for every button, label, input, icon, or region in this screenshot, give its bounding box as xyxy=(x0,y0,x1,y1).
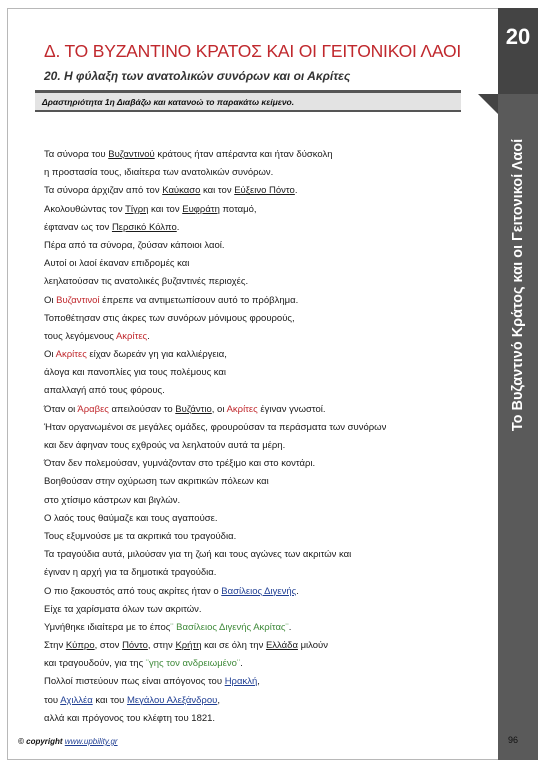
activity-banner xyxy=(35,90,461,112)
term-persian-gulf: Περσικό Κόλπο xyxy=(111,221,177,233)
text-line: Οι Βυζαντινοί έπρεπε να αντιμετωπίσουν αυτό το πρόβλημα. xyxy=(44,294,299,306)
text-line: άλογα και πανοπλίες για τους πολέμους και xyxy=(44,367,227,379)
text-line: στο χτίσιμο κάστρων και βιγλών. xyxy=(44,494,181,506)
text-line: έφταναν ως τον Περσικό Κόλπο. xyxy=(44,221,180,233)
text-line: Πέρα από τα σύνορα, ζούσαν κάποιοι λαοί. xyxy=(44,239,225,251)
text-line: Τα σύνορα άρχιζαν από τον Καύκασο και τον Εύξεινο Πόντο. xyxy=(44,185,298,197)
text-line: και τραγουδούν, για της ¨γης τον ανδρειωμένο¨. xyxy=(44,658,243,670)
text-line: Όταν δεν πολεμούσαν, γυμνάζονταν στο τρέξιμο και στο κοντάρι. xyxy=(44,458,316,470)
copyright-footer xyxy=(18,737,118,746)
text-line: Αυτοί οι λαοί έκαναν επιδρομές και xyxy=(44,258,190,270)
reading-text xyxy=(44,146,484,728)
page-number: 96 xyxy=(508,735,519,745)
term-greece: Ελλάδα xyxy=(265,640,298,652)
text-line: Οι Ακρίτες είχαν δωρεάν γη για καλλιέργεια, xyxy=(44,349,227,361)
term-crete: Κρήτη xyxy=(175,640,202,652)
term-euphrates: Ευφράτη xyxy=(182,203,220,215)
term-byzantine: Βυζαντινού xyxy=(108,149,155,160)
text-line: του Αχιλλέα και του Μεγάλου Αλεξάνδρου, xyxy=(44,694,220,706)
text-line: Είχε τα χαρίσματα όλων των ακριτών. xyxy=(44,603,202,615)
term-akrites: Ακρίτες xyxy=(55,349,87,361)
text-line: Στην Κύπρο, στον Πόντο, στην Κρήτη και σε όλη την Ελλάδα μιλούν xyxy=(44,640,328,652)
text-line: Υμνήθηκε ιδιαίτερα με το έπος¨ Βασίλειος Διγενής Ακρίτας¨. xyxy=(44,621,292,633)
text-line: Ο πιο ξακουστός από τους ακρίτες ήταν ο Βασίλειος Διγενής. xyxy=(44,585,299,597)
text-line: Ο λαός τους θαύμαζε και τους αγαπούσε. xyxy=(44,512,218,524)
text-line: Όταν οι Άραβες απειλούσαν το Βυζάντιο, οι Ακρίτες έγιναν γνωστοί. xyxy=(44,403,326,415)
epic-title: ¨ Βασίλειος Διγενής Ακρίτας¨ xyxy=(170,621,289,633)
term-byzantines: Βυζαντινοί xyxy=(56,294,100,306)
text-line: Τους εξυμνούσε με τα ακριτικά του τραγούδια. xyxy=(44,530,237,542)
site-link[interactable]: www.upbility.gr xyxy=(64,737,118,746)
term-akrites: Ακρίτες xyxy=(226,403,258,415)
text-line: έγιναν η αρχή για τα δημοτικά τραγούδια. xyxy=(44,567,217,579)
chapter-tab xyxy=(498,8,538,94)
text-line: Τα σύνορα του Βυζαντινού κράτους ήταν απέραντα και ήταν δύσκολη xyxy=(44,149,333,160)
term-akrites: Ακρίτες xyxy=(115,330,148,342)
text-line: αλλά και πρόγονος του κλέφτη του 1821. xyxy=(44,712,216,724)
text-line: λεηλατούσαν τις ανατολικές βυζαντινές περιοχές. xyxy=(44,276,249,288)
text-line: Βοηθούσαν στην οχύρωση των ακριτικών πόλεων και xyxy=(44,476,269,488)
text-line: η προστασία τους, ιδιαίτερα των ανατολικών συνόρων. xyxy=(44,167,274,179)
chapter-tab-notch xyxy=(478,94,498,114)
link-alexander[interactable]: Μεγάλου Αλεξάνδρου xyxy=(126,694,218,706)
text-line: Ακολουθώντας τον Τίγρη και τον Ευφράτη ποταμό, xyxy=(44,203,257,215)
chapter-number: 20 xyxy=(505,24,531,49)
text-line: και δεν άφηναν τους εχθρούς να λεηλατούν αυτά τα μέρη. xyxy=(44,440,286,451)
term-arabs: Άραβες xyxy=(77,403,109,415)
link-digenis[interactable]: Βασίλειος Διγενής xyxy=(221,585,297,597)
text-line: απαλλαγή από τους φόρους. xyxy=(44,385,165,397)
link-achilles[interactable]: Αχιλλέα xyxy=(60,694,93,706)
text-line: Ήταν οργανωμένοι σε μεγάλες ομάδες, φρουρούσαν τα περάσματα των συνόρων xyxy=(44,421,387,433)
link-heracles[interactable]: Ηρακλή xyxy=(224,676,258,688)
term-caucasus: Καύκασο xyxy=(162,185,201,197)
quote-brave-one: ¨γης τον ανδρειωμένο¨ xyxy=(145,658,241,670)
term-pontus: Πόντο xyxy=(122,640,148,652)
term-black-sea: Εύξεινο Πόντο xyxy=(234,185,295,197)
text-line: τους λεγόμενους Ακρίτες. xyxy=(44,330,150,342)
text-line: Πολλοί πιστεύουν πως είναι απόγονος του Ηρακλή, xyxy=(44,676,260,688)
page-title: Δ. ΤΟ ΒΥΖΑΝΤΙΝΟ ΚΡΑΤΟΣ ΚΑΙ ΟΙ ΓΕΙΤΟΝΙΚΟΙ ΛΑΟΙ xyxy=(44,41,462,61)
activity-instruction: Δραστηριότητα 1η Διαβάζω και κατανοώ το παρακάτω κείμενο. xyxy=(42,97,295,107)
term-tigris: Τίγρη xyxy=(125,203,149,215)
text-line: Τα τραγούδια αυτά, μιλούσαν για τη ζωή και τους αγώνες των ακριτών και xyxy=(44,549,352,561)
term-byzantium: Βυζάντιο xyxy=(175,403,212,415)
term-cyprus: Κύπρο xyxy=(65,640,95,652)
lesson-subtitle: 20. Η φύλαξη των ανατολικών συνόρων και οι Ακρίτες xyxy=(44,69,351,83)
copyright-label: © copyright xyxy=(18,737,63,746)
text-line: Τοποθέτησαν στις άκρες των συνόρων μόνιμους φρουρούς, xyxy=(44,312,295,324)
chapter-side-title: Το Βυζαντινό Κράτος και οι Γειτονικοί Λαοί xyxy=(510,138,526,432)
